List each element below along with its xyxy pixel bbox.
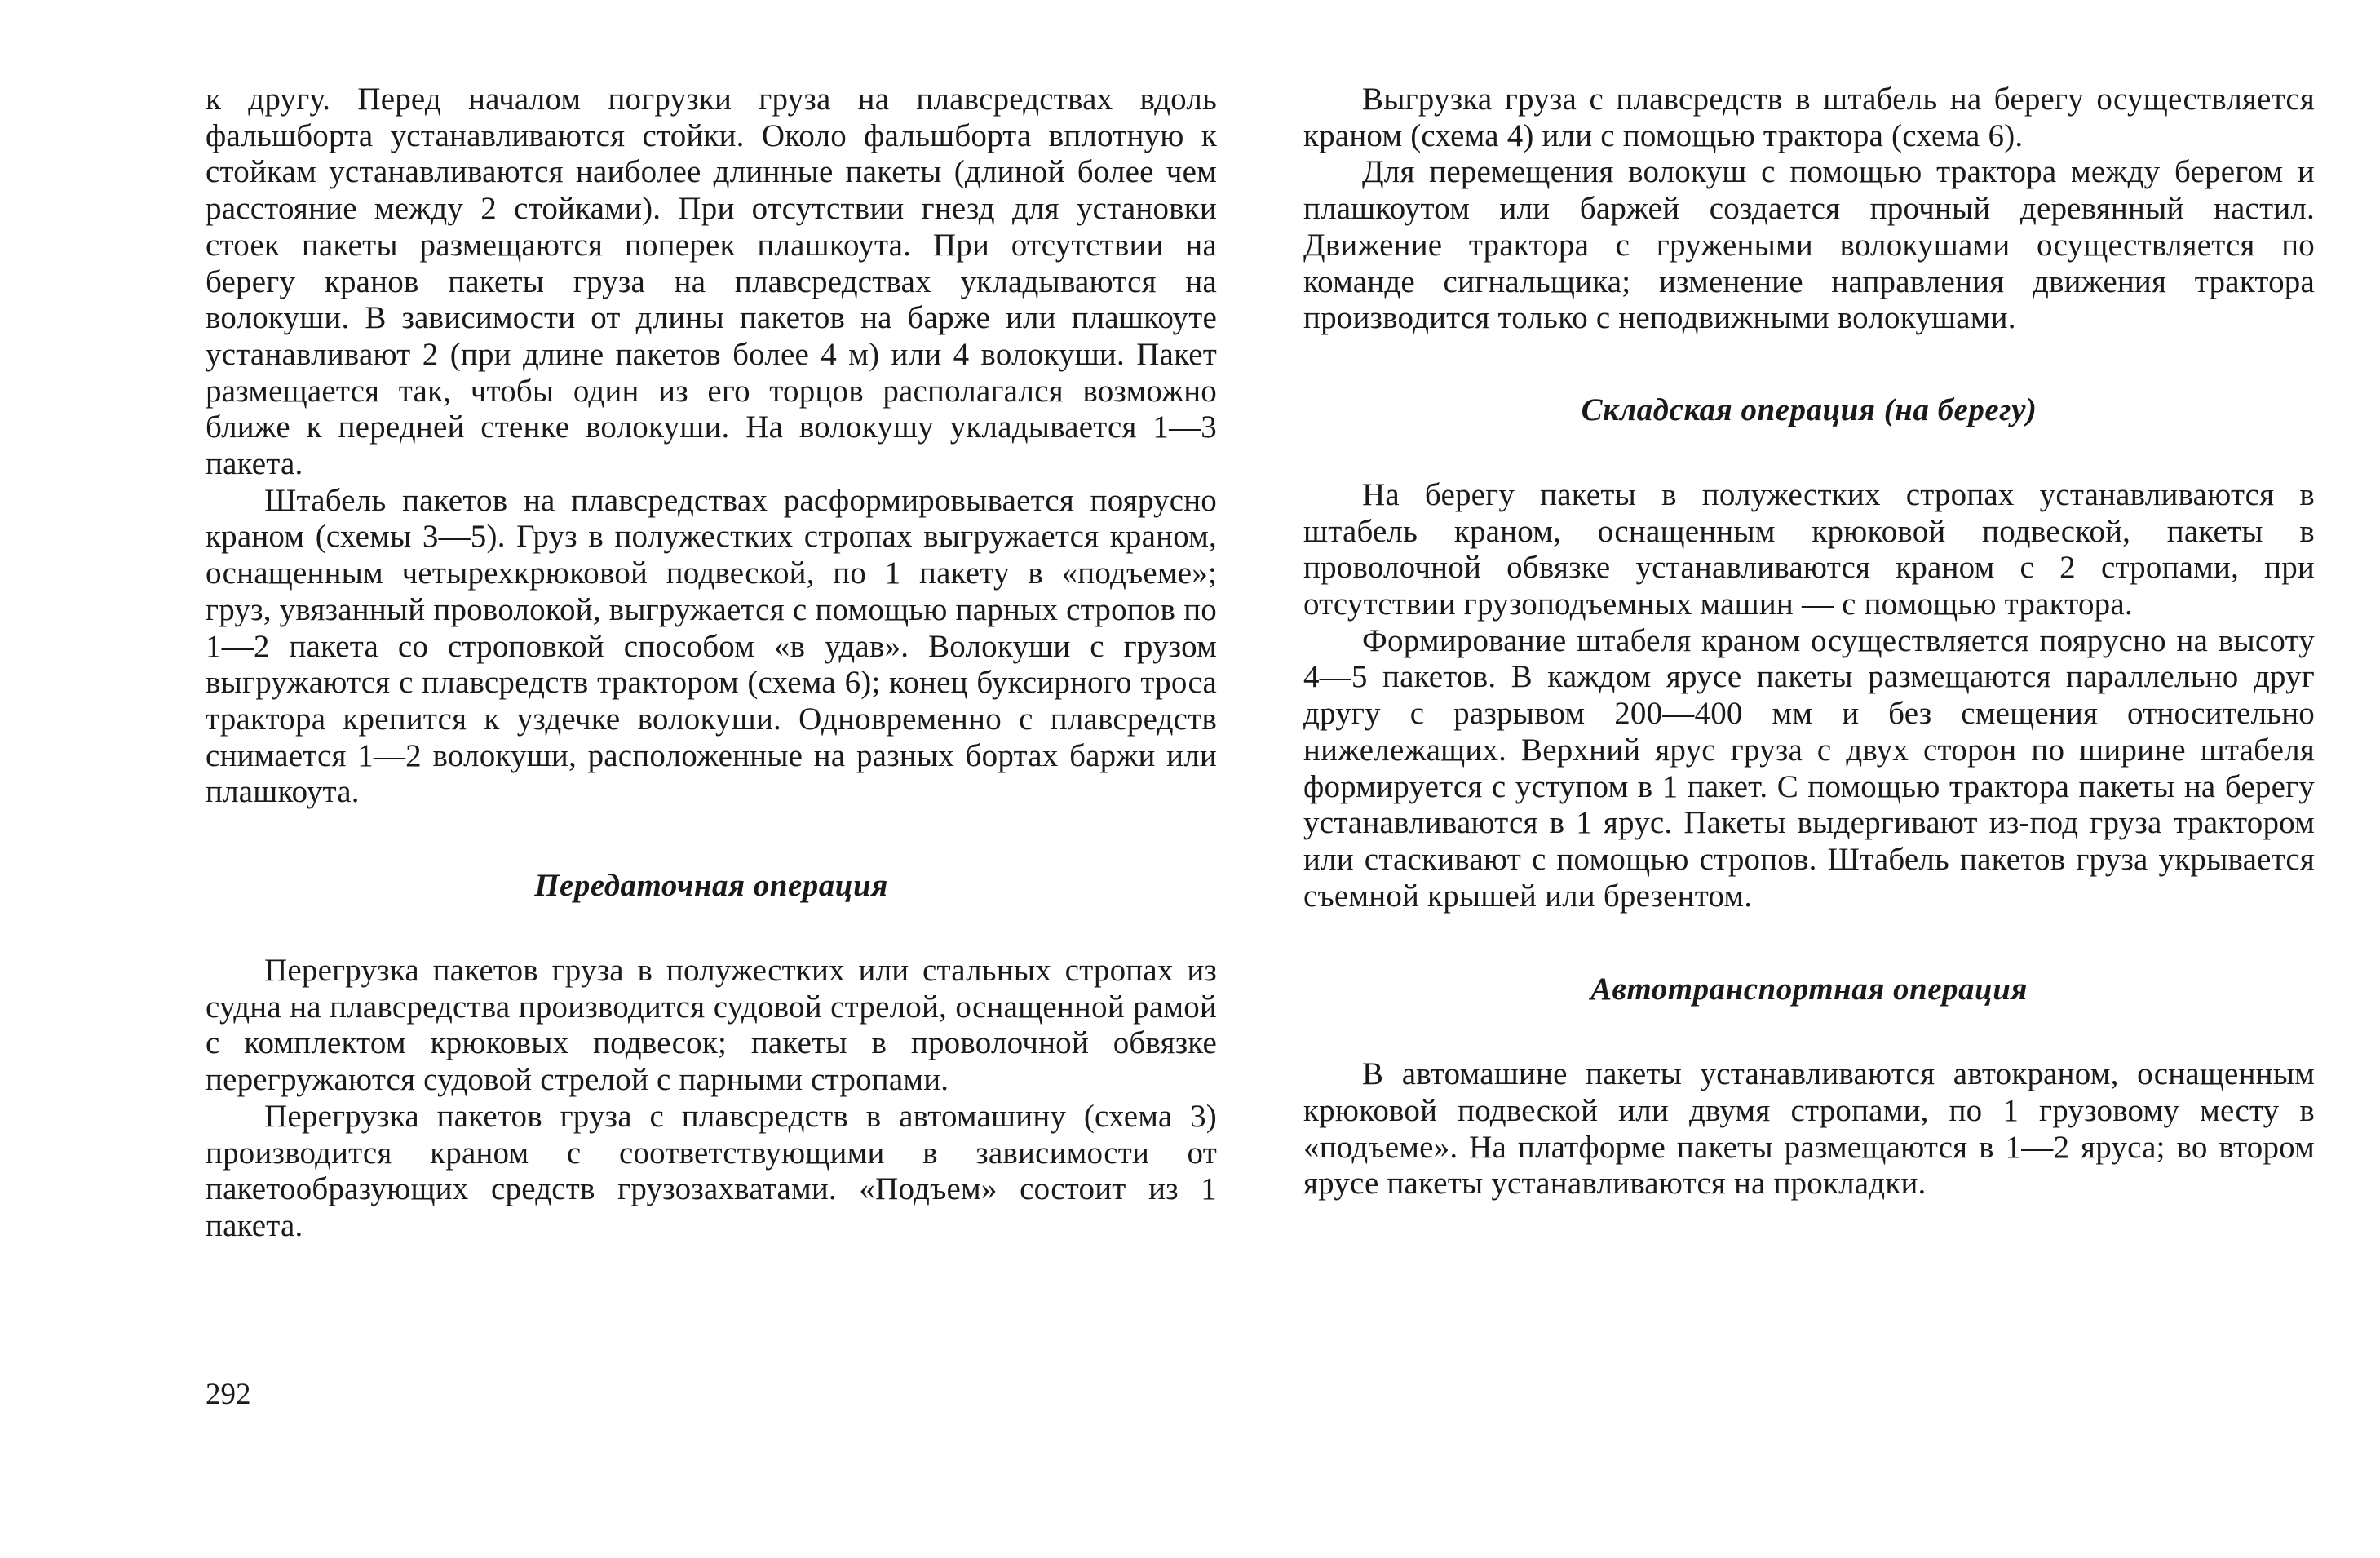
paragraph-right-5: В автомашине пакеты устанавливаются автокраном, оснащенным крюковой подвеской или двумя стропами, по 1 грузовому месту в «подъеме». На платформе пакеты размещаются в 1—2 яруса; во втором ярусе пакеты устанавливаются на прокладки. [1303, 1056, 2315, 1202]
paragraph-left-1: к другу. Перед началом погрузки груза на плавсредствах вдоль фальшборта устанавливаются стойки. Около фальшборта вплотную к стойкам устанавливаются наиболее длинные пакеты (длиной более чем расстояние между 2 стойками). При отсутствии гнезд для установки стоек пакеты размещаются поперек плашкоута. При отсутствии на берегу кранов пакеты груза на плавсредствах укладываются на волокуши. В зависимости от длины пакетов на барже или плашкоуте устанавливают 2 (при длине пакетов более 4 м) или 4 волокуши. Пакет размещается так, чтобы один из его торцов располагался возможно ближе к передней стенке волокуши. На волокушу укладывается 1—3 пакета. [206, 82, 1217, 482]
paragraph-left-3: Перегрузка пакетов груза в полужестких или стальных стропах из судна на плавсредства производится судовой стрелой, оснащенной рамой с комплектом крюковых подвесок; пакеты в проволочной обвязке перегружаются судовой стрелой с парными стропами. [206, 953, 1217, 1098]
paragraph-right-3: На берегу пакеты в полужестких стропах устанавливаются в штабель краном, оснащенным крюковой подвеской, пакеты в проволочной обвязке устанавливаются краном с 2 стропами, при отсутствии грузоподъемных машин — с помощью трактора. [1303, 476, 2315, 622]
paragraph-left-2: Штабель пакетов на плавсредствах расформировывается поярусно краном (схемы 3—5). Груз в полужестких стропах выгружается краном, оснащенным четырехкрюковой подвеской, по 1 пакету в «подъеме»; груз, увязанный проволокой, выгружается с помощью парных стропов по 1—2 пакета со строповкой способом «в удав». Волокуши с грузом выгружаются с плавсредств трактором (схема 6); конец буксирного троса трактора крепится к уздечке волокуши. Одновременно с плавсредств снимается 1—2 волокуши, расположенные на разных бортах баржи или плашкоута. [206, 482, 1217, 810]
paragraph-right-1: Выгрузка груза с плавсредств в штабель на берегу осуществляется краном (схема 4) или с помощью трактора (схема 6). [1303, 82, 2315, 153]
section-heading-warehouse: Складская операция (на берегу) [1581, 392, 2037, 427]
section-heading-auto: Автотранспортная операция [1590, 972, 2028, 1007]
page-number: 292 [206, 1378, 251, 1411]
section-heading-transfer: Передаточная операция [534, 868, 888, 904]
left-page-column [206, 82, 1217, 1245]
right-page-column [1303, 82, 2315, 1202]
paragraph-right-2: Для перемещения волокуш с помощью трактора между берегом и плашкоутом или баржей создается прочный деревянный настил. Движение трактора с гружеными волокушами осуществляется по команде сигнальщика; изменение направления движения трактора производится только с неподвижными волокушами. [1303, 154, 2315, 336]
paragraph-right-4: Формирование штабеля краном осуществляется поярусно на высоту 4—5 пакетов. В каждом ярусе пакеты размещаются параллельно друг другу с разрывом 200—400 мм и без смещения относительно нижележащих. Верхний ярус груза с двух сторон по ширине штабеля формируется с уступом в 1 пакет. С помощью трактора пакеты на берегу устанавливаются в 1 ярус. Пакеты выдергивают из-под груза трактором или стаскивают с помощью стропов. Штабель пакетов груза укрывается съемной крышей или брезентом. [1303, 622, 2315, 914]
paragraph-left-4: Перегрузка пакетов груза с плавсредств в автомашину (схема 3) производится краном с соответствующими в зависимости от пакетообразующих средств грузозахватами. «Подъем» состоит из 1 пакета. [206, 1098, 1217, 1243]
